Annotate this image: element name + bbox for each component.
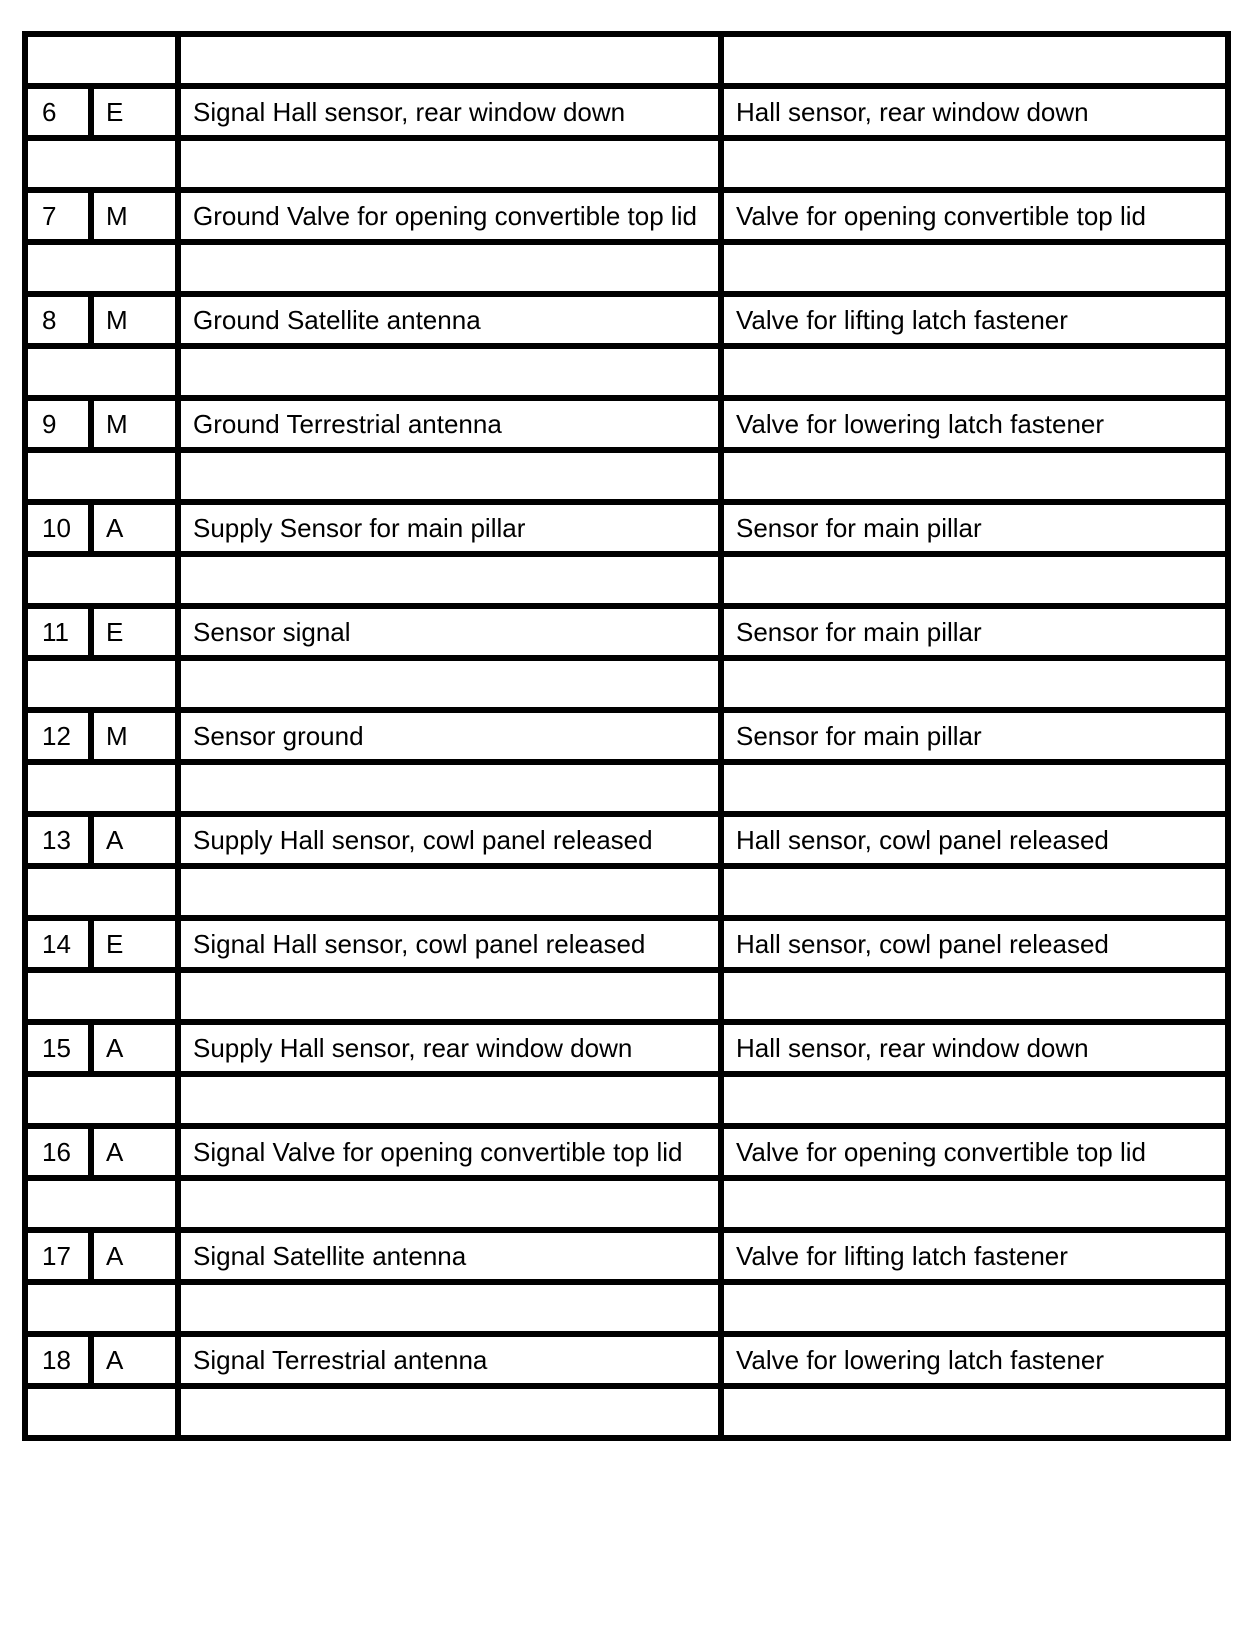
table-row bbox=[25, 398, 1228, 450]
spacer-cell bbox=[25, 866, 178, 918]
spacer-row bbox=[25, 762, 1228, 814]
pin-cell: 8 bbox=[25, 294, 91, 346]
component-cell: Sensor for main pillar bbox=[721, 606, 1228, 658]
function-cell: Signal Terrestrial antenna bbox=[178, 1334, 721, 1386]
spacer-cell bbox=[25, 138, 178, 190]
spacer-cell bbox=[721, 554, 1228, 606]
table-row bbox=[25, 606, 1228, 658]
spacer-cell bbox=[721, 242, 1228, 294]
spacer-cell bbox=[178, 1386, 721, 1438]
spacer-cell bbox=[25, 1386, 178, 1438]
spacer-cell bbox=[721, 762, 1228, 814]
spacer-cell bbox=[721, 1282, 1228, 1334]
pin-cell: 12 bbox=[25, 710, 91, 762]
component-cell: Hall sensor, rear window down bbox=[721, 1022, 1228, 1074]
pin-cell: 16 bbox=[25, 1126, 91, 1178]
function-cell: Ground Satellite antenna bbox=[178, 294, 721, 346]
type-cell: M bbox=[91, 398, 178, 450]
type-cell: A bbox=[91, 1334, 178, 1386]
spacer-row bbox=[25, 1074, 1228, 1126]
spacer-row bbox=[25, 1386, 1228, 1438]
function-cell: Ground Valve for opening convertible top lid bbox=[178, 190, 721, 242]
table-row bbox=[25, 1230, 1228, 1282]
component-cell: Hall sensor, rear window down bbox=[721, 86, 1228, 138]
spacer-cell bbox=[25, 970, 178, 1022]
pin-cell: 9 bbox=[25, 398, 91, 450]
spacer-cell bbox=[721, 138, 1228, 190]
type-cell: A bbox=[91, 1230, 178, 1282]
spacer-cell bbox=[25, 762, 178, 814]
function-cell: Supply Hall sensor, cowl panel released bbox=[178, 814, 721, 866]
function-cell: Ground Terrestrial antenna bbox=[178, 398, 721, 450]
table-row bbox=[25, 710, 1228, 762]
function-cell: Signal Hall sensor, rear window down bbox=[178, 86, 721, 138]
type-cell: A bbox=[91, 1022, 178, 1074]
function-cell: Sensor signal bbox=[178, 606, 721, 658]
spacer-cell bbox=[721, 658, 1228, 710]
spacer-row bbox=[25, 450, 1228, 502]
function-cell: Signal Valve for opening convertible top lid bbox=[178, 1126, 721, 1178]
type-cell: A bbox=[91, 814, 178, 866]
spacer-cell bbox=[25, 1074, 178, 1126]
type-cell: M bbox=[91, 190, 178, 242]
pin-cell: 6 bbox=[25, 86, 91, 138]
type-cell: M bbox=[91, 710, 178, 762]
spacer-cell bbox=[178, 346, 721, 398]
component-cell: Valve for lowering latch fastener bbox=[721, 1334, 1228, 1386]
component-cell: Valve for lifting latch fastener bbox=[721, 1230, 1228, 1282]
spacer-cell bbox=[178, 450, 721, 502]
component-cell: Hall sensor, cowl panel released bbox=[721, 814, 1228, 866]
spacer-cell bbox=[178, 1178, 721, 1230]
spacer-cell bbox=[178, 242, 721, 294]
pin-cell: 14 bbox=[25, 918, 91, 970]
table-row bbox=[25, 294, 1228, 346]
spacer-row bbox=[25, 970, 1228, 1022]
spacer-cell bbox=[721, 1074, 1228, 1126]
type-cell: E bbox=[91, 86, 178, 138]
type-cell: E bbox=[91, 606, 178, 658]
function-cell: Signal Hall sensor, cowl panel released bbox=[178, 918, 721, 970]
spacer-cell bbox=[721, 1178, 1228, 1230]
table-row bbox=[25, 1022, 1228, 1074]
type-cell: A bbox=[91, 1126, 178, 1178]
pin-cell: 7 bbox=[25, 190, 91, 242]
table-row bbox=[25, 1334, 1228, 1386]
spacer-row bbox=[25, 658, 1228, 710]
spacer-row bbox=[25, 1282, 1228, 1334]
spacer-cell bbox=[178, 34, 721, 86]
pin-cell: 17 bbox=[25, 1230, 91, 1282]
spacer-cell bbox=[25, 658, 178, 710]
spacer-row bbox=[25, 1178, 1228, 1230]
spacer-cell bbox=[25, 346, 178, 398]
spacer-row bbox=[25, 554, 1228, 606]
component-cell: Hall sensor, cowl panel released bbox=[721, 918, 1228, 970]
spacer-cell bbox=[178, 138, 721, 190]
spacer-row bbox=[25, 242, 1228, 294]
type-cell: E bbox=[91, 918, 178, 970]
pin-cell: 18 bbox=[25, 1334, 91, 1386]
table-row bbox=[25, 86, 1228, 138]
spacer-cell bbox=[178, 658, 721, 710]
component-cell: Valve for lifting latch fastener bbox=[721, 294, 1228, 346]
spacer-cell bbox=[178, 762, 721, 814]
spacer-cell bbox=[25, 1282, 178, 1334]
table-row bbox=[25, 190, 1228, 242]
pin-assignment-table bbox=[22, 31, 1231, 1441]
spacer-cell bbox=[25, 450, 178, 502]
spacer-cell bbox=[25, 554, 178, 606]
type-cell: A bbox=[91, 502, 178, 554]
type-cell: M bbox=[91, 294, 178, 346]
spacer-cell bbox=[721, 34, 1228, 86]
spacer-cell bbox=[178, 1074, 721, 1126]
table-body bbox=[25, 34, 1228, 1438]
spacer-cell bbox=[25, 242, 178, 294]
pin-cell: 10 bbox=[25, 502, 91, 554]
spacer-cell bbox=[721, 970, 1228, 1022]
spacer-row bbox=[25, 34, 1228, 86]
component-cell: Valve for lowering latch fastener bbox=[721, 398, 1228, 450]
spacer-cell bbox=[721, 1386, 1228, 1438]
spacer-cell bbox=[721, 450, 1228, 502]
pin-cell: 11 bbox=[25, 606, 91, 658]
component-cell: Valve for opening convertible top lid bbox=[721, 1126, 1228, 1178]
spacer-cell bbox=[25, 1178, 178, 1230]
function-cell: Supply Hall sensor, rear window down bbox=[178, 1022, 721, 1074]
spacer-row bbox=[25, 346, 1228, 398]
spacer-cell bbox=[178, 970, 721, 1022]
table-row bbox=[25, 1126, 1228, 1178]
spacer-cell bbox=[178, 554, 721, 606]
table-row bbox=[25, 918, 1228, 970]
pin-cell: 15 bbox=[25, 1022, 91, 1074]
spacer-row bbox=[25, 138, 1228, 190]
component-cell: Sensor for main pillar bbox=[721, 710, 1228, 762]
spacer-cell bbox=[178, 1282, 721, 1334]
spacer-row bbox=[25, 866, 1228, 918]
function-cell: Supply Sensor for main pillar bbox=[178, 502, 721, 554]
function-cell: Sensor ground bbox=[178, 710, 721, 762]
spacer-cell bbox=[721, 346, 1228, 398]
table-row bbox=[25, 502, 1228, 554]
spacer-cell bbox=[25, 34, 178, 86]
spacer-cell bbox=[178, 866, 721, 918]
component-cell: Valve for opening convertible top lid bbox=[721, 190, 1228, 242]
pin-cell: 13 bbox=[25, 814, 91, 866]
table-row bbox=[25, 814, 1228, 866]
function-cell: Signal Satellite antenna bbox=[178, 1230, 721, 1282]
component-cell: Sensor for main pillar bbox=[721, 502, 1228, 554]
spacer-cell bbox=[721, 866, 1228, 918]
